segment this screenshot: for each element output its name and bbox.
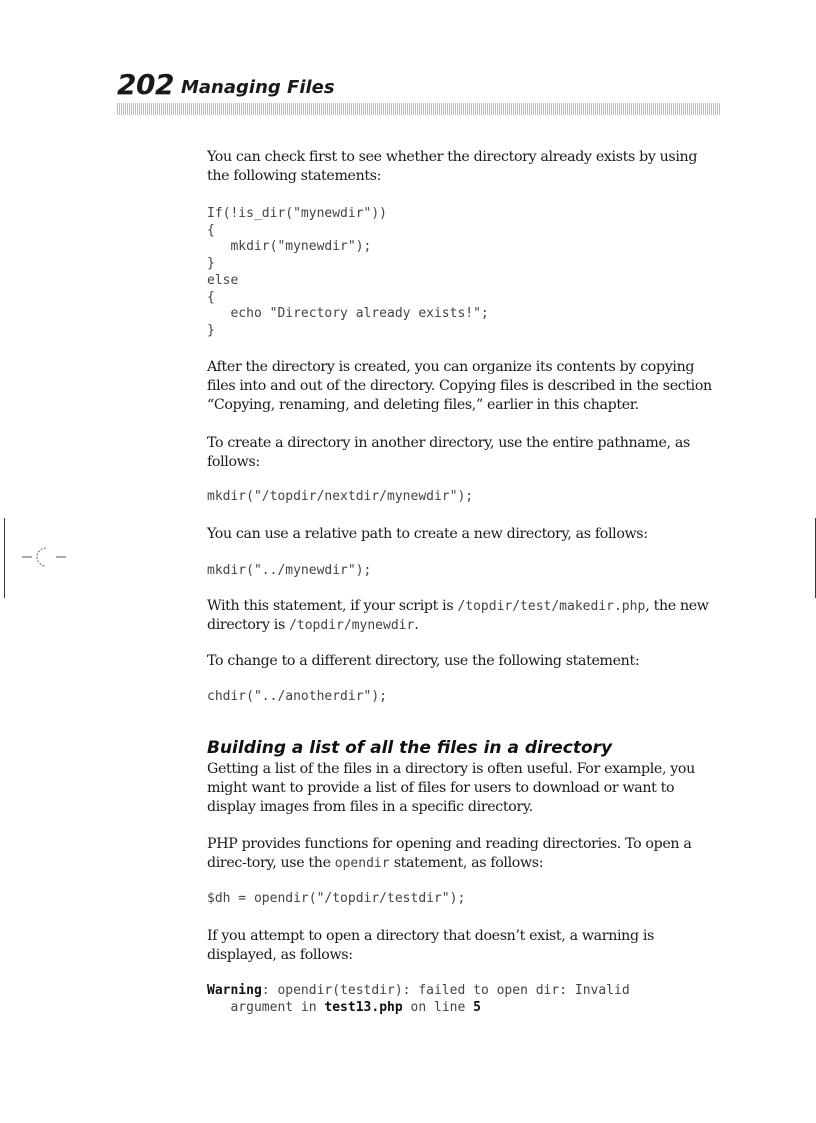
- code-block-is-dir: If(!is_dir("mynewdir")) { mkdir("mynewdir"); } else { echo "Directory already exists!"; }: [207, 206, 489, 338]
- warning-text: : opendir(testdir): failed to open dir: Invalid argument in: [230, 983, 630, 1015]
- paragraph-another-directory: To create a directory in another directory, use the entire pathname, as follows:: [207, 435, 690, 470]
- warning-text: on line: [402, 999, 474, 1015]
- paragraph-after-created: After the directory is created, you can organize its contents by copying files into and out of the directory. Copying files is described in the section “Copying, renaming, and deleting files,” earlier in this chapter.: [207, 359, 712, 413]
- paragraph-warning-intro: If you attempt to open a directory that doesn’t exist, a warning is displayed, as follows:: [207, 928, 654, 963]
- chapter-title: Managing Files: [181, 77, 335, 98]
- section-heading: Building a list of all the files in a directory: [207, 738, 613, 758]
- code-block-chdir: chdir("../anotherdir");: [207, 689, 388, 704]
- text-fragment: , the new directory is: [207, 598, 709, 633]
- code-block-mkdir-relative: mkdir("../mynewdir");: [207, 563, 372, 578]
- warning-file: test13.php: [324, 999, 403, 1015]
- inline-code-opendir: opendir: [334, 856, 390, 871]
- paragraph-check-directory: You can check first to see whether the directory already exists by using the following statements:: [207, 149, 698, 184]
- warning-line: 5: [473, 999, 481, 1015]
- paragraph-with-this-statement: [207, 597, 717, 635]
- registration-mark: [22, 544, 66, 570]
- paragraph-getting-list: Getting a list of the files in a directory is often useful. For example, you might want to provide a list of files for users to download or want to display images from files in a specific directory.: [207, 761, 695, 815]
- crop-mark-left: [4, 518, 5, 598]
- code-block-opendir: $dh = opendir("/topdir/testdir");: [207, 891, 466, 906]
- inline-code-script-path: /topdir/test/makedir.php: [457, 599, 646, 614]
- paragraph-change-directory: To change to a different directory, use the following statement:: [207, 653, 640, 669]
- inline-code-new-dir-path: /topdir/mynewdir: [289, 618, 415, 633]
- paragraph-php-functions: [207, 835, 717, 873]
- header-rule: [117, 103, 721, 115]
- code-block-mkdir-absolute: mkdir("/topdir/nextdir/mynewdir");: [207, 489, 474, 504]
- code-block-warning-output: [207, 983, 717, 1016]
- text-fragment: .: [414, 617, 419, 633]
- text-fragment: PHP provides functions for opening and reading directories. To open a direc-tory, use the: [207, 836, 692, 871]
- page-number: 202: [117, 68, 174, 101]
- warning-label: Warning: [207, 983, 262, 998]
- text-fragment: With this statement, if your script is: [207, 598, 458, 614]
- text-fragment: statement, as follows:: [389, 855, 544, 871]
- paragraph-relative-path: You can use a relative path to create a new directory, as follows:: [207, 526, 648, 542]
